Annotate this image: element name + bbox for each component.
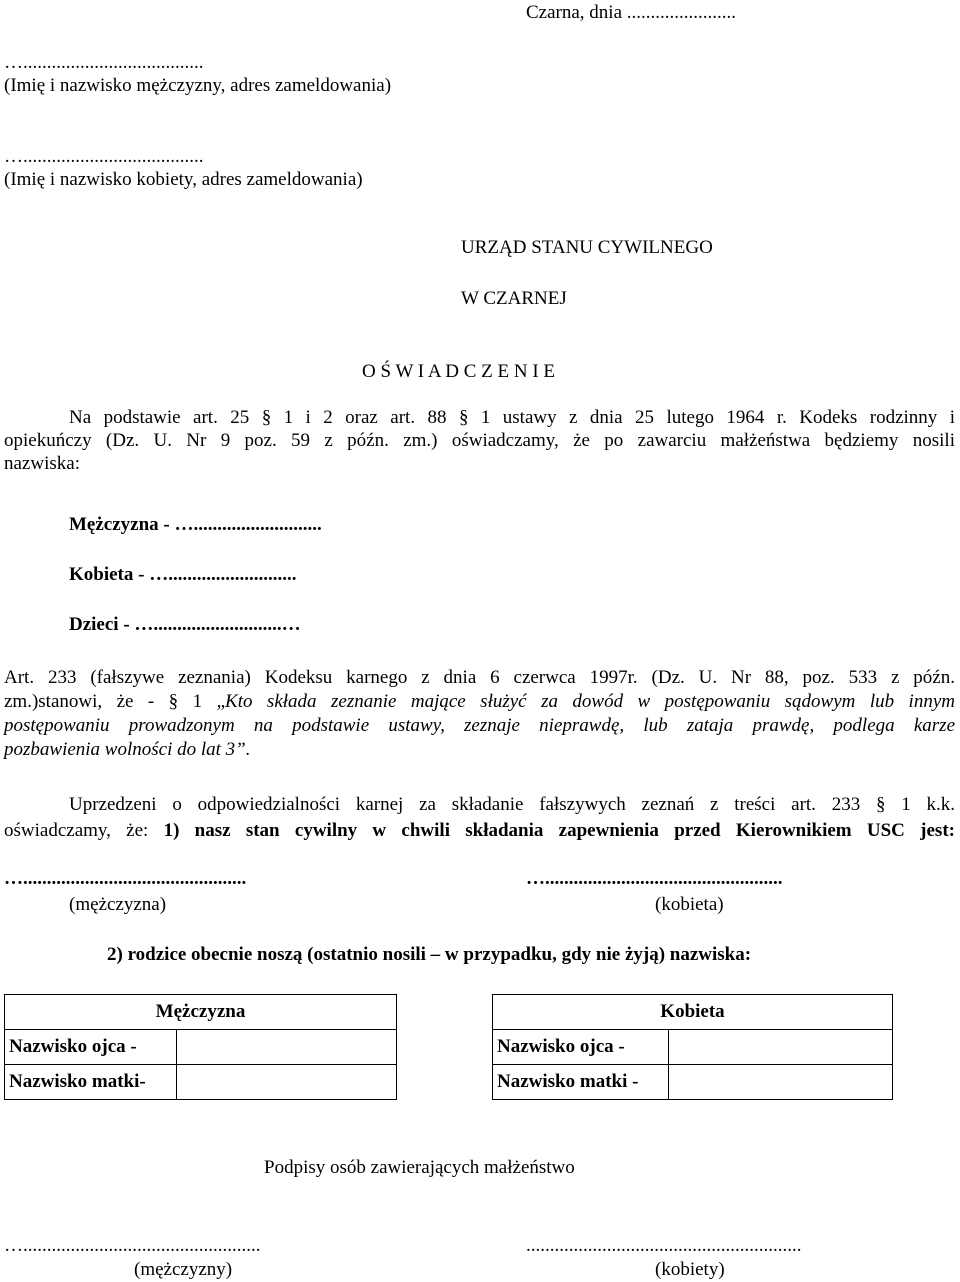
- table-row: [5, 995, 397, 1030]
- status-woman-dots: …..................................................: [526, 868, 783, 889]
- man-mother-value[interactable]: [177, 1065, 397, 1100]
- signature-man-label: (mężczyzny): [134, 1259, 233, 1280]
- woman-mother-value[interactable]: [669, 1065, 893, 1100]
- man-father-value[interactable]: [177, 1030, 397, 1065]
- man-mother-label: Nazwisko matki-: [5, 1065, 177, 1100]
- status-man-dots: …...............................................: [4, 868, 247, 889]
- table-woman-header: Kobieta: [493, 995, 893, 1030]
- place-date: Czarna, dnia .......................: [526, 2, 737, 23]
- woman-father-label: Nazwisko ojca -: [493, 1030, 669, 1065]
- document-title: O Ś W I A D C Z E N I E: [362, 361, 555, 382]
- table-man-header: Mężczyzna: [5, 995, 397, 1030]
- warning-line-1: Uprzedzeni o odpowiedzialności karnej za składanie fałszywych zeznań z treści art. 233 § 1 k.k.: [69, 794, 955, 815]
- man-father-label: Nazwisko ojca -: [5, 1030, 177, 1065]
- surname-children: Dzieci - …...........................…: [69, 614, 301, 635]
- signature-woman-dots: ..........................................................: [526, 1235, 802, 1256]
- warning-line-2: [4, 818, 955, 844]
- art233-paragraph: [4, 666, 955, 762]
- art233-line-2-plain: zm.)stanowi, że - § 1 „: [4, 691, 226, 712]
- legal-line-1: Na podstawie art. 25 § 1 i 2 oraz art. 88 § 1 ustawy z dnia 25 lutego 1964 r. Kodeks rodzinny i: [69, 407, 955, 428]
- man-name-dots: …......................................: [4, 52, 204, 73]
- legal-line-2: opiekuńczy (Dz. U. Nr 9 poz. 59 z późn. zm.) oświadczamy, że po zawarciu małżeństwa będziemy nosili: [4, 429, 955, 451]
- warning-paragraph: [4, 792, 955, 844]
- table-row: [493, 995, 893, 1030]
- table-woman: [492, 994, 893, 1100]
- table-row: [5, 1030, 397, 1065]
- woman-name-label: (Imię i nazwisko kobiety, adres zameldowania): [4, 169, 363, 190]
- surname-woman: Kobieta - …...........................: [69, 564, 297, 585]
- status-woman-label: (kobieta): [655, 894, 724, 915]
- warning-line-2-bold: 1) nasz stan cywilny w chwili składania zapewnienia przed Kierownikiem USC jest:: [163, 820, 955, 841]
- signature-woman-label: (kobiety): [655, 1259, 725, 1280]
- table-row: [493, 1065, 893, 1100]
- table-row: [493, 1030, 893, 1065]
- signatures-heading: Podpisy osób zawierających małżeństwo: [264, 1157, 575, 1178]
- legal-paragraph: [4, 407, 955, 475]
- woman-father-value[interactable]: [669, 1030, 893, 1065]
- parents-heading: 2) rodzice obecnie noszą (ostatnio nosili – w przypadku, gdy nie żyją) nazwiska:: [107, 944, 752, 965]
- warning-line-2-plain: oświadczamy, że:: [4, 820, 164, 841]
- office-name: URZĄD STANU CYWILNEGO: [461, 237, 713, 258]
- table-man: [4, 994, 397, 1100]
- man-name-label: (Imię i nazwisko mężczyzny, adres zameldowania): [4, 75, 392, 96]
- art233-line-3: postępowaniu prowadzonym na podstawie ustawy, zeznaje nieprawdę, lub zataja prawdę, podlega karze: [4, 715, 955, 736]
- table-row: [5, 1065, 397, 1100]
- art233-line-2: [4, 690, 955, 714]
- art233-line-2-italic: Kto składa zeznanie mające służyć za dowód w postępowaniu sądowym lub innym: [225, 691, 955, 712]
- woman-mother-label: Nazwisko matki -: [493, 1065, 669, 1100]
- status-man-label: (mężczyzna): [69, 894, 167, 915]
- signature-man-dots: …..................................................: [4, 1235, 261, 1256]
- office-city: W CZARNEJ: [461, 288, 567, 309]
- art233-line-4: pozbawienia wolności do lat 3”.: [4, 739, 251, 760]
- legal-line-3: nazwiska:: [4, 452, 80, 474]
- surname-man: Mężczyzna - …...........................: [69, 514, 322, 535]
- art233-line-1: Art. 233 (fałszywe zeznania) Kodeksu karnego z dnia 6 czerwca 1997r. (Dz. U. Nr 88, poz. 533 z późn.: [4, 667, 955, 688]
- woman-name-dots: …......................................: [4, 146, 204, 167]
